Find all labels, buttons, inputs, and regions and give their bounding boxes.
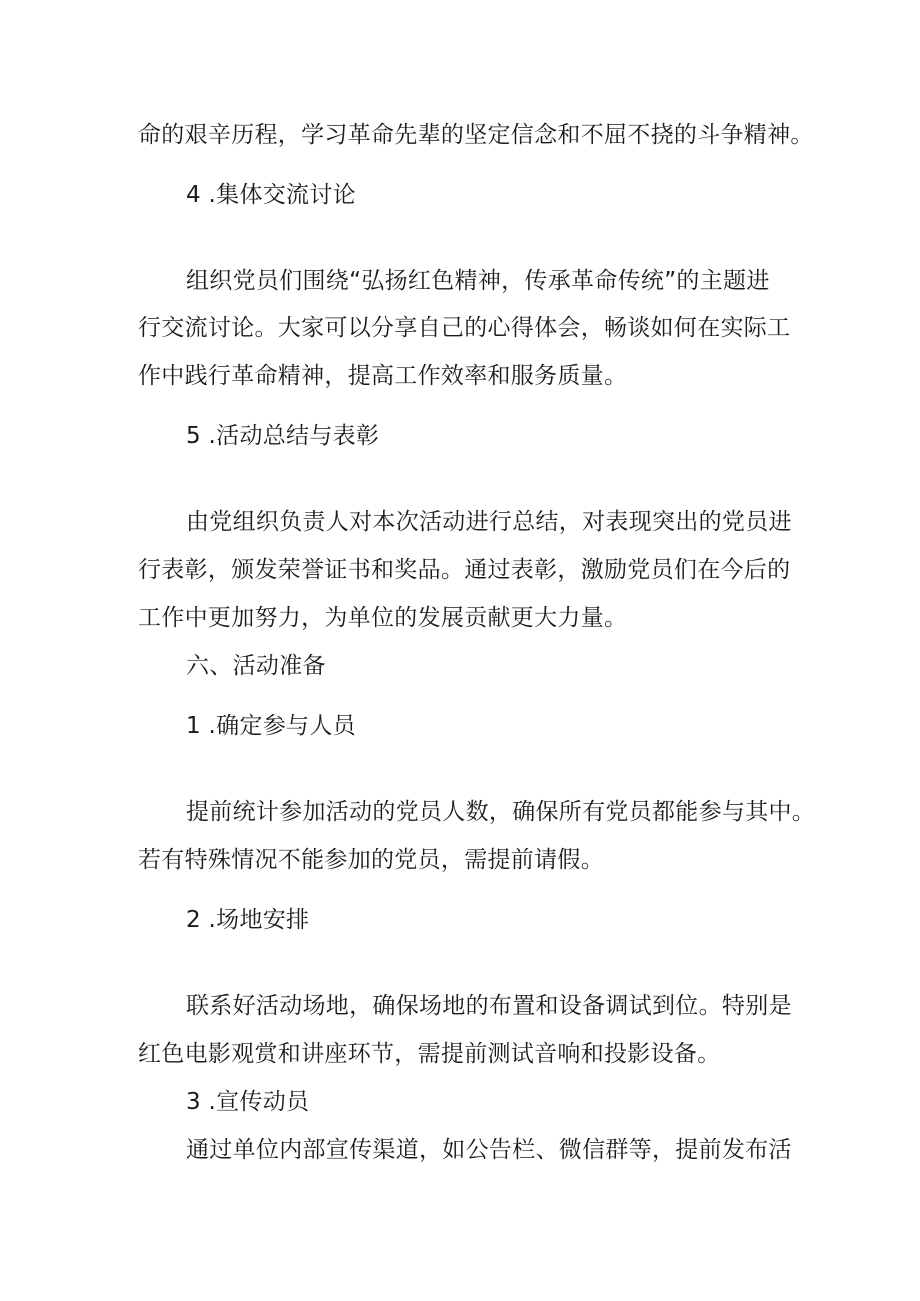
section-heading: 5 .活动总结与表彰 xyxy=(186,423,380,449)
paragraph-line: 红色电影观赏和讲座环节，需提前测试音响和投影设备。 xyxy=(138,1041,721,1067)
paragraph-line: 由党组织负责人对本次活动进行总结，对表现突出的党员进 xyxy=(186,509,792,535)
paragraph-line: 通过单位内部宣传渠道，如公告栏、微信群等，提前发布活 xyxy=(186,1137,792,1163)
paragraph-line: 行交流讨论。大家可以分享自己的心得体会，畅谈如何在实际工 xyxy=(138,315,791,341)
paragraph-line: 命的艰辛历程，学习革命先辈的坚定信念和不屈不挠的斗争精神。 xyxy=(138,122,814,148)
section-heading: 2 .场地安排 xyxy=(186,907,310,933)
chapter-heading: 六、活动准备 xyxy=(186,653,326,679)
paragraph-line: 工作中更加努力，为单位的发展贡献更大力量。 xyxy=(138,605,628,631)
section-heading: 1 .确定参与人员 xyxy=(186,713,356,739)
paragraph-line: 作中践行革命精神，提高工作效率和服务质量。 xyxy=(138,363,628,389)
paragraph-line: 若有特殊情况不能参加的党员，需提前请假。 xyxy=(138,847,604,873)
paragraph-line: 联系好活动场地，确保场地的布置和设备调试到位。特别是 xyxy=(186,993,792,1019)
paragraph-line: 行表彰，颁发荣誉证书和奖品。通过表彰，激励党员们在今后的 xyxy=(138,557,791,583)
section-heading: 3 .宣传动员 xyxy=(186,1089,310,1115)
paragraph-line: 提前统计参加活动的党员人数，确保所有党员都能参与其中。 xyxy=(186,799,816,825)
section-heading: 4 .集体交流讨论 xyxy=(186,182,356,208)
paragraph-line: 组织党员们围绕“弘扬红色精神，传承革命传统”的主题进 xyxy=(186,268,770,294)
